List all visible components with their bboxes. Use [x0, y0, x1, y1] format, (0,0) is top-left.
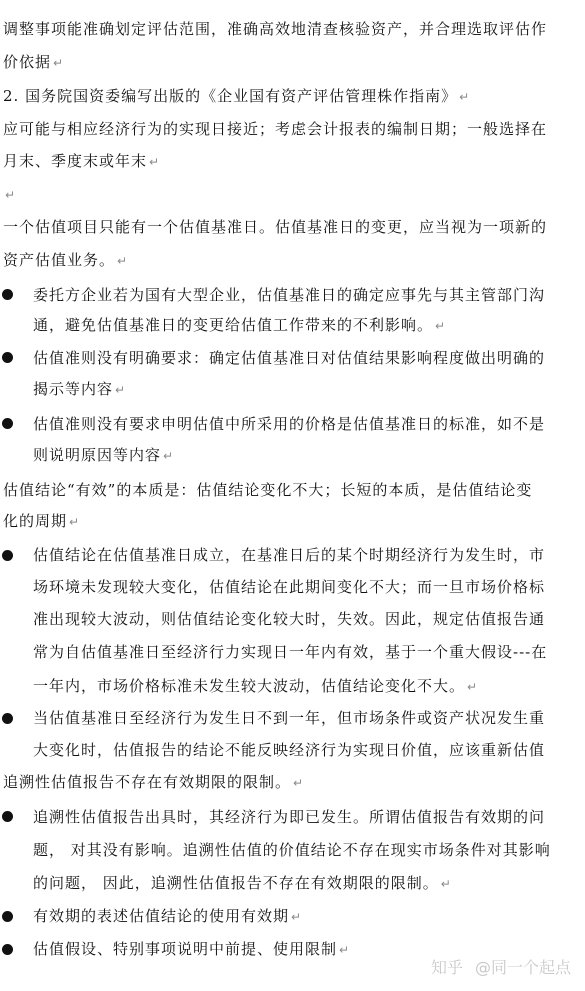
bullet-text-line: 场环境未发现较大变化，估值结论在此期间变化不大；而一旦市场价格标 [33, 578, 546, 596]
bullet-text-line: 估值准则没有要求申明估值中所采用的价格是估值基准日的标准，如不是 [33, 415, 546, 433]
bullet-text-line: 委托方企业若为国有大型企业，估值基准日的确定应事先与其主管部门沟 [33, 286, 546, 304]
text-line: 价依据 ↵ [3, 53, 64, 71]
text-line: 资产估值业务。 ↵ [3, 251, 128, 269]
bullet-text-line: 的问题， 因此，追溯性估值报告不存在有效期限的限制。 ↵ [33, 874, 451, 892]
text-line: 化的周期 ↵ [3, 512, 80, 530]
bullet-text-line: 估值准则没有明确要求：确定估值基准日对估值结果影响程度做出明确的 [33, 349, 546, 367]
bullet-text-line: 追溯性估值报告出具时，其经济行为即已发生。所谓估值报告有效期的问 [33, 808, 546, 826]
empty-line: ↵ [5, 188, 16, 202]
bullet-text-line: 则说明原因等内容 ↵ [33, 446, 174, 464]
section-heading: 2. 国务院国资委编写出版的《企业国有资产评估管理株作指南》 ↵ [3, 87, 470, 105]
bullet-text-line: 准出现较大波动，则估值结论变化较大时，失效。因此，规定估值报告通 [33, 610, 546, 628]
bullet-text-line: 揭示等内容 ↵ [33, 380, 126, 398]
text-line: 追溯性估值报告不存在有效期限的限制。 ↵ [3, 773, 304, 791]
watermark-site: 知乎 [430, 958, 463, 977]
bullet-text-line: 大变化时，估值报告的结论不能反映经济行为实现日价值，应该重新估值 [33, 741, 546, 759]
bullet-text-line: 估值结论在估值基准日成立，在基准日后的某个时期经济行为发生时，市 [33, 546, 546, 564]
bullet-icon [2, 418, 13, 429]
bullet-icon [2, 911, 13, 922]
watermark-author: @同一个起点 [474, 958, 571, 977]
bullet-text-line: 有效期的表述估值结论的使用有效期 ↵ [33, 907, 302, 925]
bullet-icon [2, 811, 13, 822]
text-line: 调整事项能准确划定评估范围，准确高效地清查核验资产，并合理选取评估作 [3, 20, 548, 38]
watermark [431, 955, 571, 978]
bullet-icon [2, 352, 13, 363]
bullet-text-line: 当估值基准日至经济行为发生日不到一年，但市场条件或资产状况发生重 [33, 709, 546, 727]
text-line: 一个估值项目只能有一个估值基准日。估值基准日的变更，应当视为一项新的 [3, 218, 548, 236]
bullet-icon [2, 713, 13, 724]
bullet-text-line: 常为自估值基准日至经济行力实现日一年内有效，基于一个重大假设---在 [33, 643, 548, 661]
bullet-text-line: 题， 对其没有影响。追溯性估值的价值结论不存在现实市场条件对其影响 [33, 841, 551, 859]
text-line: 应可能与相应经济行为的实现日接近；考虑会计报表的编制日期；一般选择在 [3, 120, 548, 138]
bullet-icon [2, 550, 13, 561]
bullet-text-line: 通，避免估值基准日的变更给估值工作带来的不利影响。 ↵ [33, 316, 446, 334]
text-line: 月末、季度末或年末 ↵ [3, 152, 160, 170]
bullet-text-line: 一年内，市场价格标准未发生较大波动，估值结论变化不大。 ↵ [33, 677, 478, 695]
bullet-icon [2, 289, 13, 300]
text-line: 估值结论“有效”的本质是：估值结论变化不大；长短的本质，是估值结论变 [3, 481, 533, 499]
bullet-text-line: 估值假设、特别事项说明中前提、使用限制 ↵ [33, 940, 350, 958]
bullet-icon [2, 944, 13, 955]
